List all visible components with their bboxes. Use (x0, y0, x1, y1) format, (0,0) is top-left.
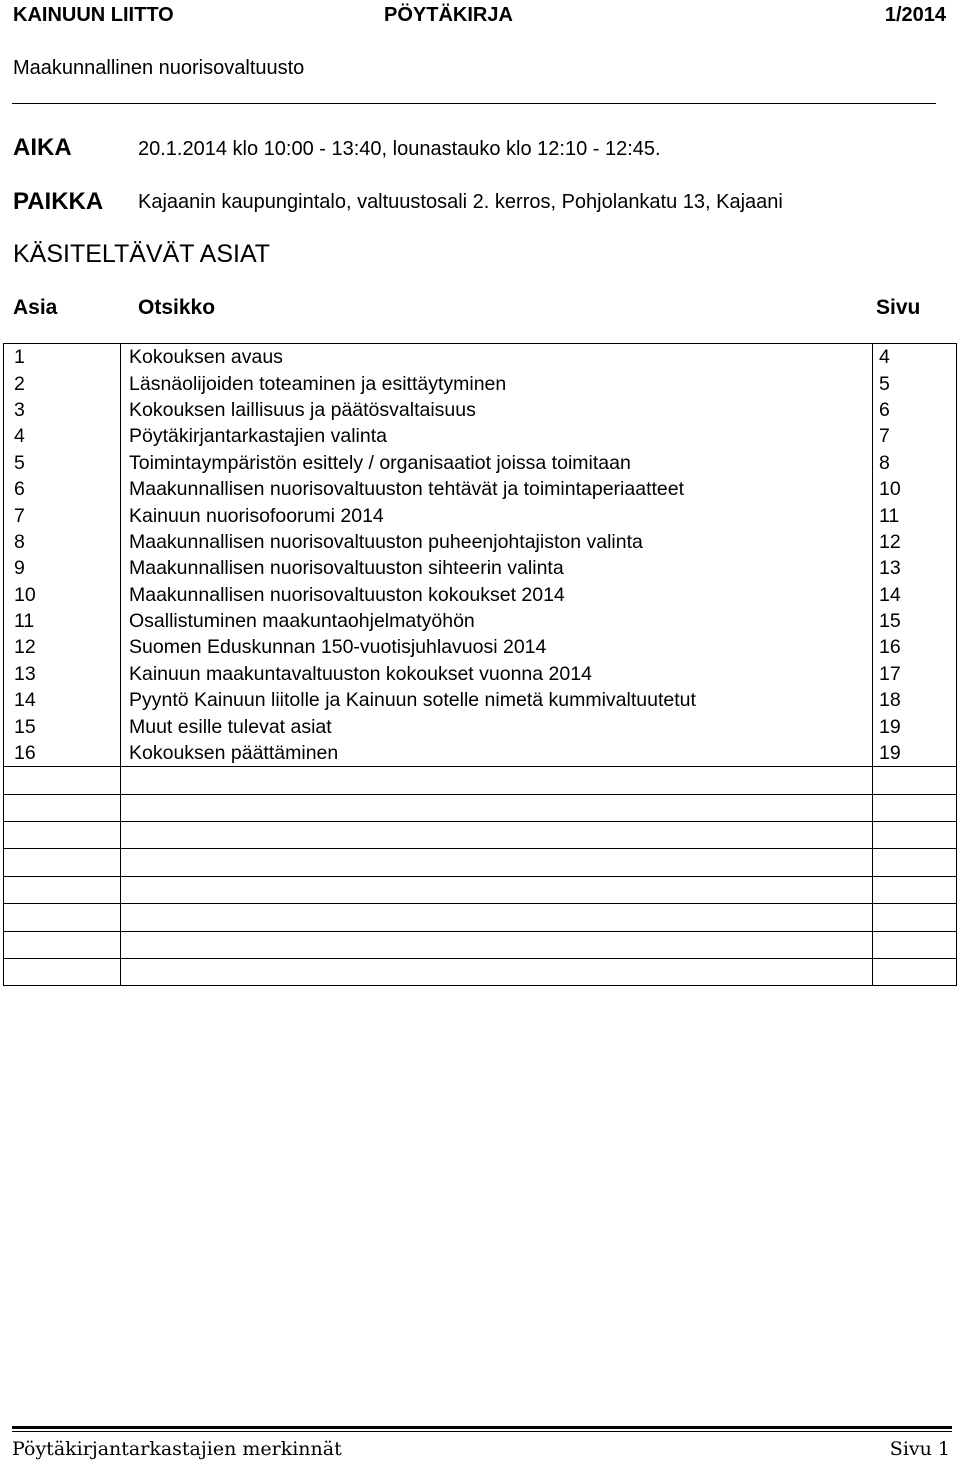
table-row (4, 582, 957, 608)
table-row (4, 450, 957, 476)
empty-cell (873, 794, 957, 821)
item-title: Maakunnallisen nuorisovaltuuston kokoukset 2014 (121, 582, 873, 608)
table-row (4, 344, 957, 371)
table-row (4, 529, 957, 555)
item-number: 1 (4, 344, 121, 371)
empty-cell (873, 767, 957, 794)
item-title: Suomen Eduskunnan 150-vuotisjuhlavuosi 2014 (121, 634, 873, 660)
footer-divider-thin (12, 1431, 952, 1432)
empty-cell (873, 822, 957, 849)
empty-cell (121, 958, 873, 985)
footer-divider (12, 1426, 952, 1429)
empty-cell (4, 849, 121, 876)
empty-cell (121, 876, 873, 903)
item-page: 11 (873, 502, 957, 528)
empty-cell (4, 767, 121, 794)
empty-row (4, 876, 957, 903)
item-title: Maakunnallisen nuorisovaltuuston tehtävät ja toimintaperiaatteet (121, 476, 873, 502)
table-row (4, 713, 957, 739)
agenda-section-title: KÄSITELTÄVÄT ASIAT (13, 240, 271, 268)
item-title: Läsnäolijoiden toteaminen ja esittäytyminen (121, 370, 873, 396)
footer-notes-label: Pöytäkirjantarkastajien merkinnät (12, 1438, 342, 1460)
item-number: 15 (4, 713, 121, 739)
document-type: PÖYTÄKIRJA (384, 4, 513, 26)
empty-cell (4, 904, 121, 931)
item-number: 2 (4, 370, 121, 396)
item-number: 4 (4, 423, 121, 449)
item-title: Kokouksen avaus (121, 344, 873, 371)
empty-cell (873, 876, 957, 903)
item-title: Maakunnallisen nuorisovaltuuston puheenjohtajiston valinta (121, 529, 873, 555)
empty-row (4, 849, 957, 876)
item-page: 19 (873, 713, 957, 739)
item-number: 14 (4, 687, 121, 713)
item-title: Kokouksen laillisuus ja päätösvaltaisuus (121, 397, 873, 423)
document-number: 1/2014 (884, 4, 946, 26)
item-page: 15 (873, 608, 957, 634)
empty-cell (4, 958, 121, 985)
item-number: 3 (4, 397, 121, 423)
time-label: AIKA (13, 134, 72, 161)
table-row (4, 502, 957, 528)
empty-cell (121, 904, 873, 931)
item-page: 6 (873, 397, 957, 423)
empty-cell (873, 958, 957, 985)
empty-row (4, 794, 957, 821)
empty-cell (873, 849, 957, 876)
empty-row (4, 958, 957, 985)
item-number: 12 (4, 634, 121, 660)
item-title: Muut esille tulevat asiat (121, 713, 873, 739)
item-title: Pyyntö Kainuun liitolle ja Kainuun sotelle nimetä kummivaltuutetut (121, 687, 873, 713)
empty-cell (121, 849, 873, 876)
agenda-table (3, 343, 957, 986)
item-number: 11 (4, 608, 121, 634)
place-label: PAIKKA (13, 188, 104, 215)
item-title: Kainuun nuorisofoorumi 2014 (121, 502, 873, 528)
item-title: Maakunnallisen nuorisovaltuuston sihteerin valinta (121, 555, 873, 581)
item-page: 17 (873, 661, 957, 687)
item-page: 16 (873, 634, 957, 660)
table-row (4, 370, 957, 396)
item-page: 19 (873, 740, 957, 767)
item-title: Pöytäkirjantarkastajien valinta (121, 423, 873, 449)
table-row (4, 476, 957, 502)
organization-name: KAINUUN LIITTO (13, 4, 174, 26)
item-page: 13 (873, 555, 957, 581)
item-title: Osallistuminen maakuntaohjelmatyöhön (121, 608, 873, 634)
column-header-page: Sivu (876, 296, 921, 319)
column-header-title: Otsikko (138, 296, 216, 319)
empty-cell (873, 904, 957, 931)
table-row (4, 687, 957, 713)
item-number: 8 (4, 529, 121, 555)
table-row (4, 608, 957, 634)
item-title: Toimintaympäristön esittely / organisaatiot joissa toimitaan (121, 450, 873, 476)
empty-row (4, 767, 957, 794)
empty-cell (4, 876, 121, 903)
item-page: 4 (873, 344, 957, 371)
item-title: Kainuun maakuntavaltuuston kokoukset vuonna 2014 (121, 661, 873, 687)
header-divider (12, 103, 936, 104)
table-row (4, 555, 957, 581)
item-number: 7 (4, 502, 121, 528)
item-title: Kokouksen päättäminen (121, 740, 873, 767)
empty-cell (873, 931, 957, 958)
body-name: Maakunnallinen nuorisovaltuusto (13, 57, 305, 79)
table-row (4, 634, 957, 660)
empty-cell (121, 931, 873, 958)
empty-row (4, 904, 957, 931)
item-page: 18 (873, 687, 957, 713)
item-number: 6 (4, 476, 121, 502)
table-row (4, 740, 957, 767)
item-page: 8 (873, 450, 957, 476)
empty-cell (121, 794, 873, 821)
item-page: 5 (873, 370, 957, 396)
empty-cell (121, 822, 873, 849)
item-page: 14 (873, 582, 957, 608)
empty-cell (121, 767, 873, 794)
item-page: 10 (873, 476, 957, 502)
table-row (4, 661, 957, 687)
table-row (4, 397, 957, 423)
empty-cell (4, 794, 121, 821)
item-page: 7 (873, 423, 957, 449)
empty-row (4, 931, 957, 958)
item-number: 10 (4, 582, 121, 608)
item-number: 5 (4, 450, 121, 476)
item-number: 16 (4, 740, 121, 767)
footer-page-number: Sivu 1 (889, 1438, 950, 1460)
item-number: 13 (4, 661, 121, 687)
table-row (4, 423, 957, 449)
empty-cell (4, 822, 121, 849)
item-page: 12 (873, 529, 957, 555)
place-value: Kajaanin kaupungintalo, valtuustosali 2. kerros, Pohjolankatu 13, Kajaani (138, 191, 783, 213)
empty-row (4, 822, 957, 849)
empty-cell (4, 931, 121, 958)
time-value: 20.1.2014 klo 10:00 - 13:40, lounastauko klo 12:10 - 12:45. (138, 138, 661, 160)
item-number: 9 (4, 555, 121, 581)
column-header-item: Asia (13, 296, 58, 319)
